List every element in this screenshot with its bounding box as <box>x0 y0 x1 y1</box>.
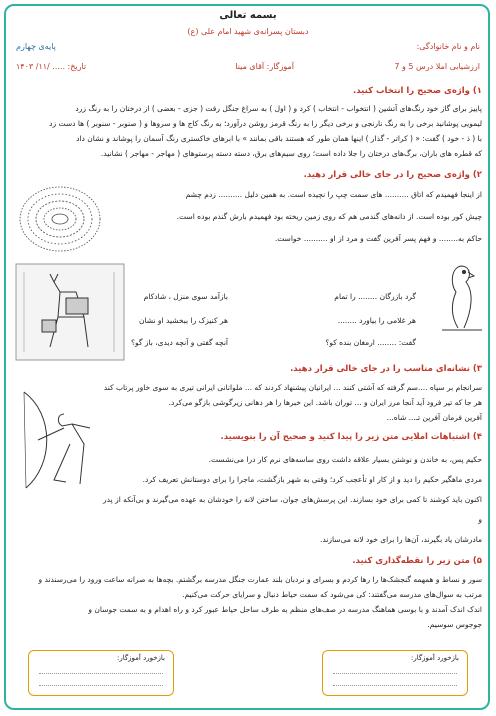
teacher-feedback-box-left[interactable] <box>28 650 174 696</box>
section-3-line: هر جا که تیر فرود آید آنجا مرز ایران و ... توران باشد. این خبرها را هر دهانی زیرگوشی بازگو می‌کرد. <box>168 398 482 407</box>
header-row-1 <box>12 42 484 54</box>
section-1-line: با ( ذ - خود ) گفت: « ( کراتر - گذار ) اینها همان طور که هستند باقی بمانند » با ابرهای خاکستری رنگ آسمان را پوشاند و نشان داد <box>76 134 482 143</box>
section-2-title: ۲) واژه‌ی صحیح را در جای خالی قرار دهید. <box>303 170 482 180</box>
section-4-line: مادرشان یاد بگیرند، آن‌ها را برای خود لانه می‌سازند. <box>319 535 482 544</box>
section-3-text <box>102 380 482 425</box>
camel-picture <box>14 262 126 362</box>
section-5-text <box>16 572 482 632</box>
section-3-line: آفرین فرمان آفرین تـ... شاه... <box>386 413 482 422</box>
section-2-line: چیش کور بوده است. از دانه‌های گندمی هم که روی زمین ریخته بود فهمیدم بارش گندم بوده است. <box>176 212 482 221</box>
date-label: تاریخ: ..... /۱۱/ ۱۴۰۳ <box>16 62 87 71</box>
page-title: بسمه تعالی <box>219 10 277 21</box>
section-1-line: که قطره های باران، برگ‌های درختان را جلا داده است؛ روی سیم‌های برق، دسته دسته پرستوهای ( مهاجر - مهاجر ) نشانید. <box>100 149 482 158</box>
fingerprint-picture <box>14 182 106 256</box>
section-4-line: اکنون باید کوشند تا کمی برای خود بسازند. این پرسش‌های جوان، ساختن لانه را خودشان به عهده می‌گیرند و بی‌آنکه از پدر و <box>103 495 482 524</box>
section-5-line: اندک اندک آمدند و با بوسی هماهنگ مدرسه در صف‌های منظم به طرف ساحل حیاط عبور کرد و راه اهدام و به سمت جوسان و <box>88 605 482 614</box>
archer-picture <box>14 384 96 496</box>
school-name: دبستان پسرانه‌ی شهید امام علی (ع) <box>187 27 309 36</box>
feedback-line <box>39 673 163 674</box>
section-1-line: لیمویی پوشانید برخی را به رنگ نارنجی و برخی دیگر را به رنگ قرمز روشن درآورد؛ به رنگ کاج ها و سروها و ( صنوبر - سنوبر ) ها دست زد <box>49 119 482 128</box>
section-4-text <box>102 450 482 550</box>
section-4-line: حکیم پس، به خاندن و نوشتن بسیار علاقه داشت روی ساسه‌های نرم کار درا می‌نشست. <box>208 455 482 464</box>
section-1-title: ۱) واژه‌ی صحیح را انتخاب کنید. <box>353 86 482 96</box>
feedback-line <box>333 685 457 686</box>
section-1-line: پاییز برای گاز خود رنگ‌های آتشین ( انتخواب - انتخاب ) کرد و ( اول ) به سراغ جنگل رفت ( جزی - بعضی ) از درختان را به رنگ زرد <box>75 104 482 113</box>
header-row-2 <box>12 62 484 74</box>
parrot-picture <box>436 256 486 332</box>
exam-label: ارزشیابی املا درس 5 و 7 <box>394 62 480 71</box>
section-4-title: ۴) اشتباهات املایی متن زیر را پیدا کنید و صحیح آن را بنویسید. <box>220 432 482 442</box>
grade-label: پایه‌ی چهارم <box>16 42 56 51</box>
teacher-feedback-box-right[interactable] <box>322 650 468 696</box>
couplet-1b: بازآمد سوی منزل ، شادکام <box>143 292 228 301</box>
couplet-2b: هر کنیزک را ببخشید او نشان <box>138 316 228 325</box>
section-1-text <box>16 101 482 161</box>
name-label: نام و نام خانوادگی: <box>416 42 480 51</box>
section-2-text <box>122 184 482 250</box>
section-4-line: مردی ماهگیر حکیم را دید و از کار او تأعجب کرد؛ وقتی به شهر بازگشت، ماجرا را برای دوستانش تعریف کرد. <box>142 475 482 484</box>
feedback-line <box>39 685 163 686</box>
section-5-line: سور و نساط و همهمه گنجشک‌ها را رها کردم و بسرای و نردبان بلند عمارت جنگل مدرسه برگشتم. بچه‌ها به صرانه ساعت ورود را می‌رسندند و <box>38 575 482 584</box>
couplet-2a: هر غلامی را بیاورد ........ <box>337 316 416 325</box>
teacher-label: آموزگار: آقای مینا <box>235 62 294 71</box>
section-5-title: ۵) متن زیر را نقطه‌گذاری کنید. <box>352 556 482 566</box>
section-5-line: جوجوس سوسیم. <box>427 620 482 629</box>
section-2-line: حاکم به........ و فهم پسر آفرین گفت و مرد از او .......... خواست. <box>274 234 482 243</box>
couplet-1a: گرد بازرگان ........ را تمام <box>334 292 416 301</box>
section-5-line: مرتب به سوال‌های مدرسه می‌گفتند: کی می‌شود که سمت حیاط دنبال و سرایای حرکت می‌کنیم. <box>182 590 482 599</box>
feedback-label: بازخورد آموزگار: <box>410 654 459 662</box>
section-3-line: سرانجام بر سپاه ....سم گرفته که آشتی کنند ... ایرانیان پیشنهاد کردند که ... ملوانانی ایرانی تیری به سوی خاور پرتاب کند <box>103 383 482 392</box>
couplet-3b: آنچه گفتی و آنچه دیدی، باز گو؟ <box>131 338 228 347</box>
section-3-title: ۳) نشانه‌ای مناسب را در جای خالی قرار دهید. <box>290 364 482 374</box>
feedback-line <box>333 673 457 674</box>
couplet-3a: گفت: ........ ارمغان بنده کو؟ <box>325 338 416 347</box>
section-2-line: از اینجا فهمیدم که اتاق .......... های سمت چپ را نچیده است. به همین دلیل .......... زدم چشم <box>185 190 482 199</box>
feedback-label: بازخورد آموزگار: <box>116 654 165 662</box>
